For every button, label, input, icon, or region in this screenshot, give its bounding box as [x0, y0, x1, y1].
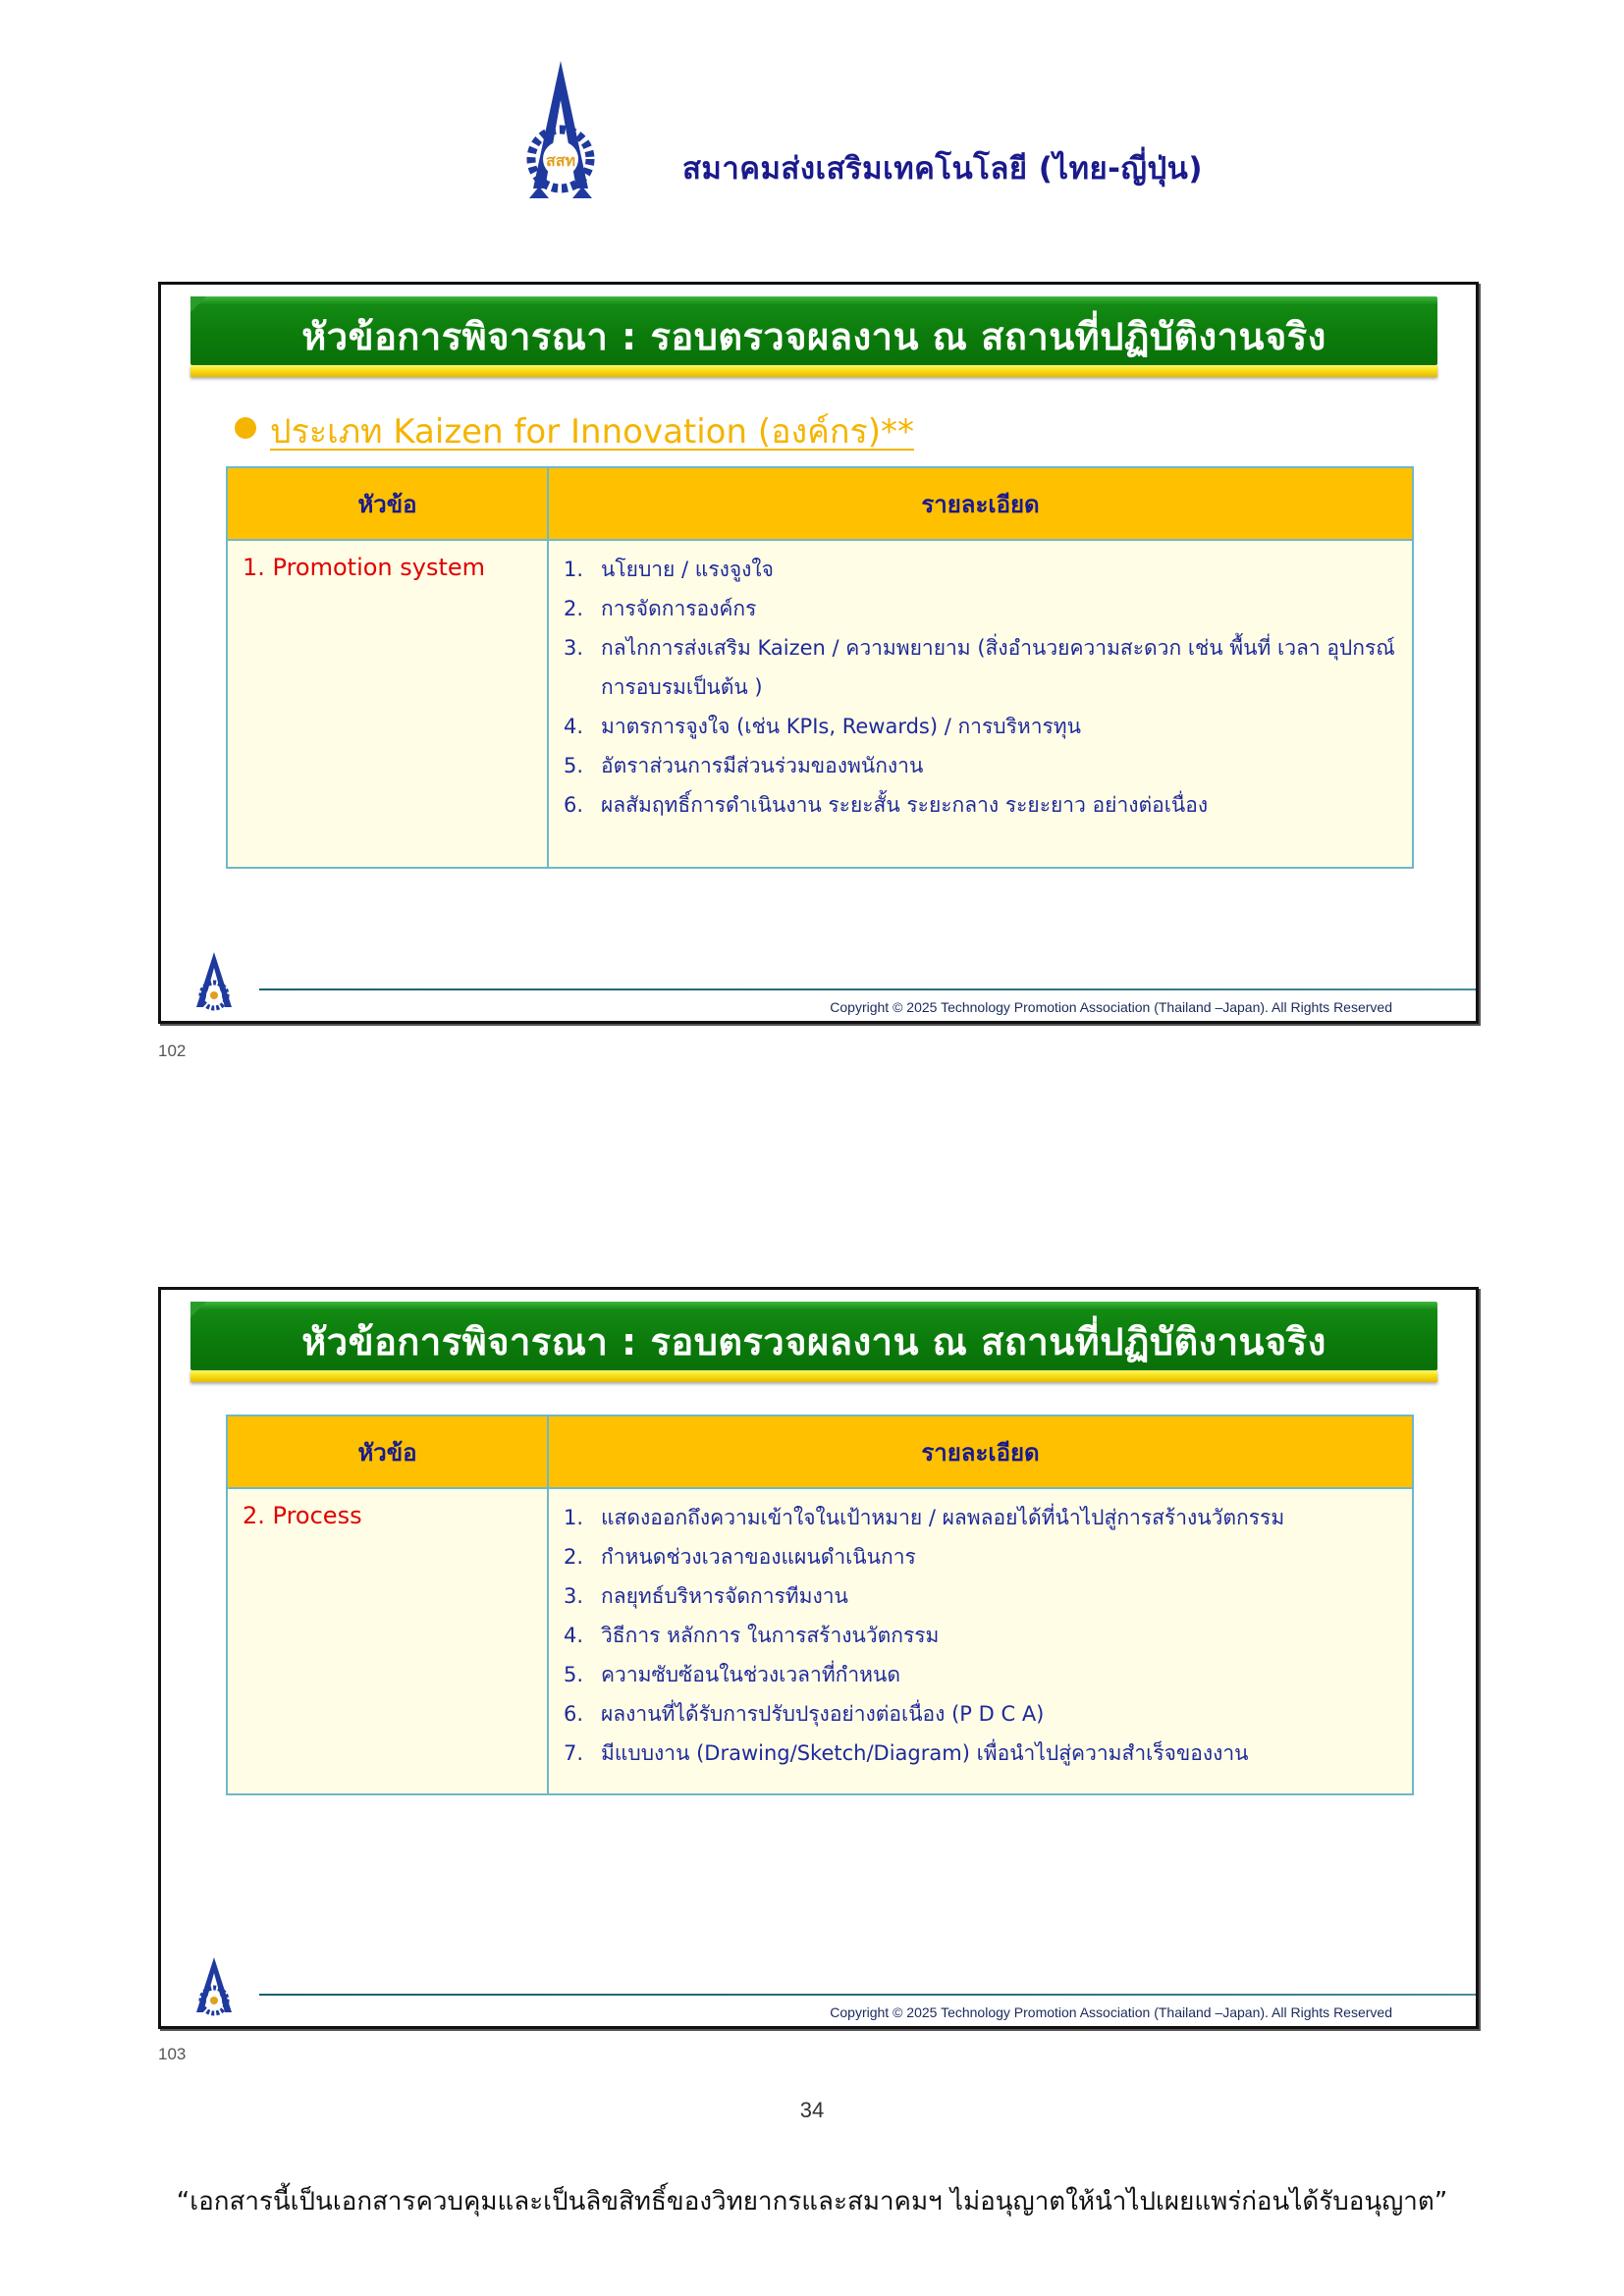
- list-item: 3. กลไกการส่งเสริม Kaizen / ความพยายาม (สิ่งอำนวยความสะดวก เช่น พื้นที่ เวลา อุปกรณ์ การอบรมเป็นต้น ): [564, 636, 1395, 699]
- header-topic: หัวข้อ: [227, 1415, 548, 1488]
- header-topic: หัวข้อ: [227, 467, 548, 540]
- svg-text:สสท: สสท: [545, 151, 576, 170]
- organization-name: สมาคมส่งเสริมเทคโนโลยี (ไทย-ญี่ปุ่น): [682, 151, 1203, 187]
- slide-103: [158, 1287, 1479, 2029]
- list-item: 6. ผลสัมฤทธิ์การดำเนินงาน ระยะสั้น ระยะกลาง ระยะยาว อย่างต่อเนื่อง: [564, 793, 1209, 817]
- details-cell: [548, 540, 1413, 868]
- header-details: รายละเอียด: [548, 1415, 1413, 1488]
- topic-cell: [227, 1488, 548, 1794]
- banner-stripe: [190, 365, 1437, 377]
- banner-stripe: [190, 1370, 1437, 1382]
- page-number: 34: [799, 2098, 825, 2122]
- list-item: 2. กำหนดช่วงเวลาของแผนดำเนินการ: [564, 1545, 916, 1569]
- banner-title: หัวข้อการพิจารณา : รอบตรวจผลงาน ณ สถานที่ปฏิบัติงานจริง: [301, 315, 1326, 358]
- page-header: [525, 61, 1232, 208]
- topic-cell: [227, 540, 548, 868]
- header-details: รายละเอียด: [548, 467, 1413, 540]
- topic-label: 2. Process: [243, 1502, 362, 1529]
- list-item: 7. มีแบบงาน (Drawing/Sketch/Diagram) เพื่อนำไปสู่ความสำเร็จของงาน: [564, 1741, 1249, 1765]
- tpa-logo-icon: [525, 61, 596, 208]
- list-item: 5. อัตราส่วนการมีส่วนร่วมของพนักงาน: [564, 754, 924, 777]
- banner-title: หัวข้อการพิจารณา : รอบตรวจผลงาน ณ สถานที่ปฏิบัติงานจริง: [301, 1320, 1326, 1363]
- copyright-text: Copyright © 2025 Technology Promotion Association (Thailand –Japan). All Rights Reserved: [830, 999, 1392, 1015]
- topic-label: 1. Promotion system: [243, 554, 486, 581]
- category-subtitle-text: ประเภท Kaizen for Innovation (องค์กร)**: [270, 412, 914, 452]
- bullet-icon: [235, 417, 256, 439]
- footer-divider: [259, 1994, 1476, 1996]
- footer-logo-icon: [190, 1957, 238, 2020]
- disclaimer-text: “เอกสารนี้เป็นเอกสารควบคุมและเป็นลิขสิทธิ์ของวิทยากรและสมาคมฯ ไม่อนุญาตให้นำไปเผยแพร่ก่อนได้รับอนุญาต”: [176, 2187, 1448, 2216]
- list-item: 4. วิธีการ หลักการ ในการสร้างนวัตกรรม: [564, 1624, 940, 1647]
- slide-number: 103: [158, 2045, 187, 2063]
- details-list: [550, 1490, 1411, 1792]
- copyright-text: Copyright © 2025 Technology Promotion Association (Thailand –Japan). All Rights Reserved: [830, 2004, 1392, 2020]
- list-item: 1. นโยบาย / แรงจูงใจ: [564, 558, 774, 581]
- table-row: [227, 1488, 1413, 1794]
- slide-banner: [190, 296, 1437, 365]
- table-row: [227, 540, 1413, 868]
- category-subtitle: [235, 404, 914, 457]
- footer-logo-icon: [190, 952, 238, 1015]
- list-item: 2. การจัดการองค์กร: [564, 597, 757, 620]
- slide-102: [158, 282, 1479, 1024]
- criteria-table: [226, 466, 1414, 869]
- details-cell: [548, 1488, 1413, 1794]
- criteria-table: [226, 1415, 1414, 1795]
- slide-number: 102: [158, 1041, 187, 1060]
- list-item: 1. แสดงออกถึงความเข้าใจในเป้าหมาย / ผลพลอยได้ที่นำไปสู่การสร้างนวัตกรรม: [564, 1506, 1285, 1529]
- list-item: 3. กลยุทธ์บริหารจัดการทีมงาน: [564, 1584, 848, 1608]
- slide-banner: [190, 1302, 1437, 1370]
- list-item: 6. ผลงานที่ได้รับการปรับปรุงอย่างต่อเนื่อง (P D C A): [564, 1702, 1045, 1726]
- footer-divider: [259, 988, 1476, 990]
- list-item: 4. มาตรการจูงใจ (เช่น KPIs, Rewards) / การบริหารทุน: [564, 715, 1081, 738]
- list-item: 5. ความซับซ้อนในช่วงเวลาที่กำหนด: [564, 1663, 901, 1686]
- details-list: [550, 542, 1411, 844]
